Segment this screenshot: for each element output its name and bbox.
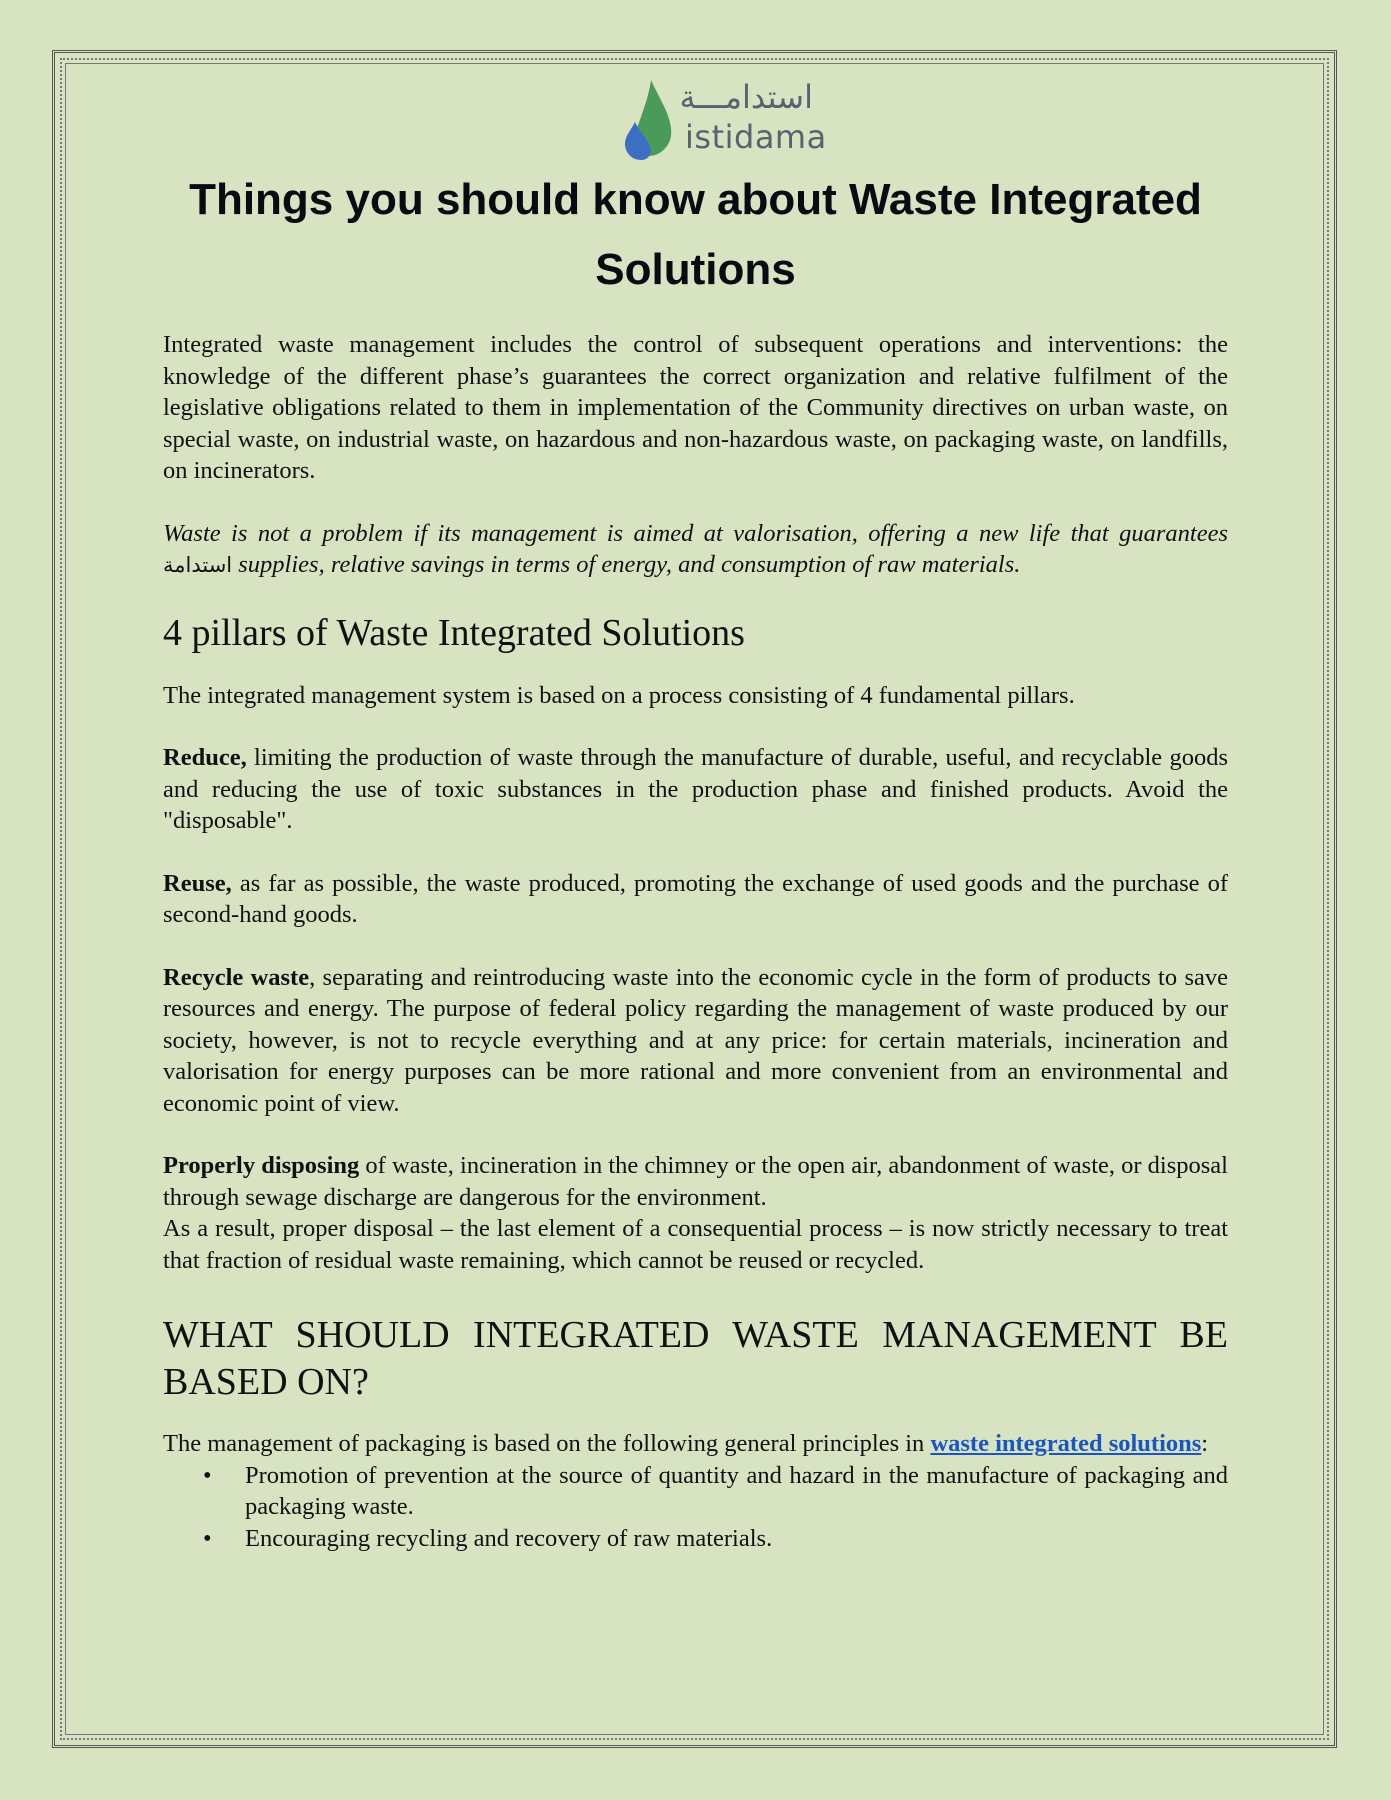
pillar-dispose-continued: As a result, proper disposal – the last element of a consequential process – is now strictly necessary to treat that fraction of residual waste remaining, which cannot be reused or recycled.	[163, 1215, 1228, 1274]
pillar-reuse	[163, 868, 1228, 931]
quote-arabic: استدامة	[163, 553, 233, 577]
pillars-heading: 4 pillars of Waste Integrated Solutions	[163, 611, 745, 654]
pillar-dispose-label: Properly disposing	[163, 1152, 360, 1179]
waste-integrated-solutions-link[interactable]: waste integrated solutions	[930, 1430, 1202, 1457]
logo-latin-text: istidama	[685, 118, 827, 156]
pillars-lead: The integrated management system is based on a process consisting of 4 fundamental pillars.	[163, 681, 1075, 709]
pillar-recycle-label: Recycle waste	[163, 963, 310, 991]
pillar-reduce-text: limiting the production of waste through the manufacture of durable, useful, and recyclable goods and reducing the use of toxic substances in the production phase and finished products. Avoid the "disposable".	[163, 744, 1228, 834]
pillar-reduce-label: Reduce,	[163, 744, 247, 771]
quote-part-2: supplies, relative savings in terms of energy, and consumption of raw materials.	[232, 551, 1021, 578]
logo-arabic-text: استدامـــة	[679, 78, 813, 116]
intro-paragraph: Integrated waste management includes the control of subsequent operations and interventions: the knowledge of the different phase’s guarantees the correct organization and relative fulfilment of the legislative obligations related to them in implementation of the Community directives on urban waste, on special waste, on industrial waste, on hazardous and non-hazardous waste, on packaging waste, on landfills, on incinerators.	[163, 331, 1228, 484]
based-on-lead	[163, 1428, 1228, 1460]
pillar-reuse-text: as far as possible, the waste produced, promoting the exchange of used goods and the purchase of second-hand goods.	[163, 869, 1228, 928]
quote-part-1: Waste is not a problem if its management is aimed at valorisation, offering a new life that guarantees	[163, 519, 1228, 547]
based-on-lead-end: :	[1201, 1430, 1209, 1457]
water-drop-icon	[621, 78, 681, 162]
page-title: Things you should know about Waste Integrated Solutions	[189, 175, 1202, 294]
pillar-dispose	[163, 1150, 1228, 1213]
principles-list	[163, 1460, 1228, 1555]
pillar-recycle	[163, 962, 1228, 1120]
list-item: • Promotion of prevention at the source of quantity and hazard in the manufacture of packaging and packaging waste.	[245, 1460, 1228, 1523]
based-on-lead-text: The management of packaging is based on the following general principles in	[163, 1430, 931, 1457]
pillar-recycle-text: , separating and reintroducing waste into the economic cycle in the form of products to save resources and energy. The purpose of federal policy regarding the management of waste produced by our society, however, is not to recycle everything and at any price: for certain materials, incineration and valorisation for energy purposes can be more rational and more convenient from an environmental and economic point of view.	[163, 963, 1228, 1117]
list-item: • Encouraging recycling and recovery of raw materials.	[245, 1523, 1228, 1555]
quote-paragraph	[163, 518, 1228, 582]
istidama-logo	[621, 78, 831, 162]
pillar-reuse-label: Reuse,	[163, 869, 232, 897]
based-on-heading: WHAT SHOULD INTEGRATED WASTE MANAGEMENT BE BASED ON?	[163, 1314, 1228, 1403]
document-body	[163, 165, 1228, 1554]
pillar-reduce	[163, 742, 1228, 837]
pillar-dispose-text: of waste, incineration in the chimney or the open air, abandonment of waste, or disposal through sewage discharge are dangerous for the environment.	[163, 1152, 1228, 1211]
